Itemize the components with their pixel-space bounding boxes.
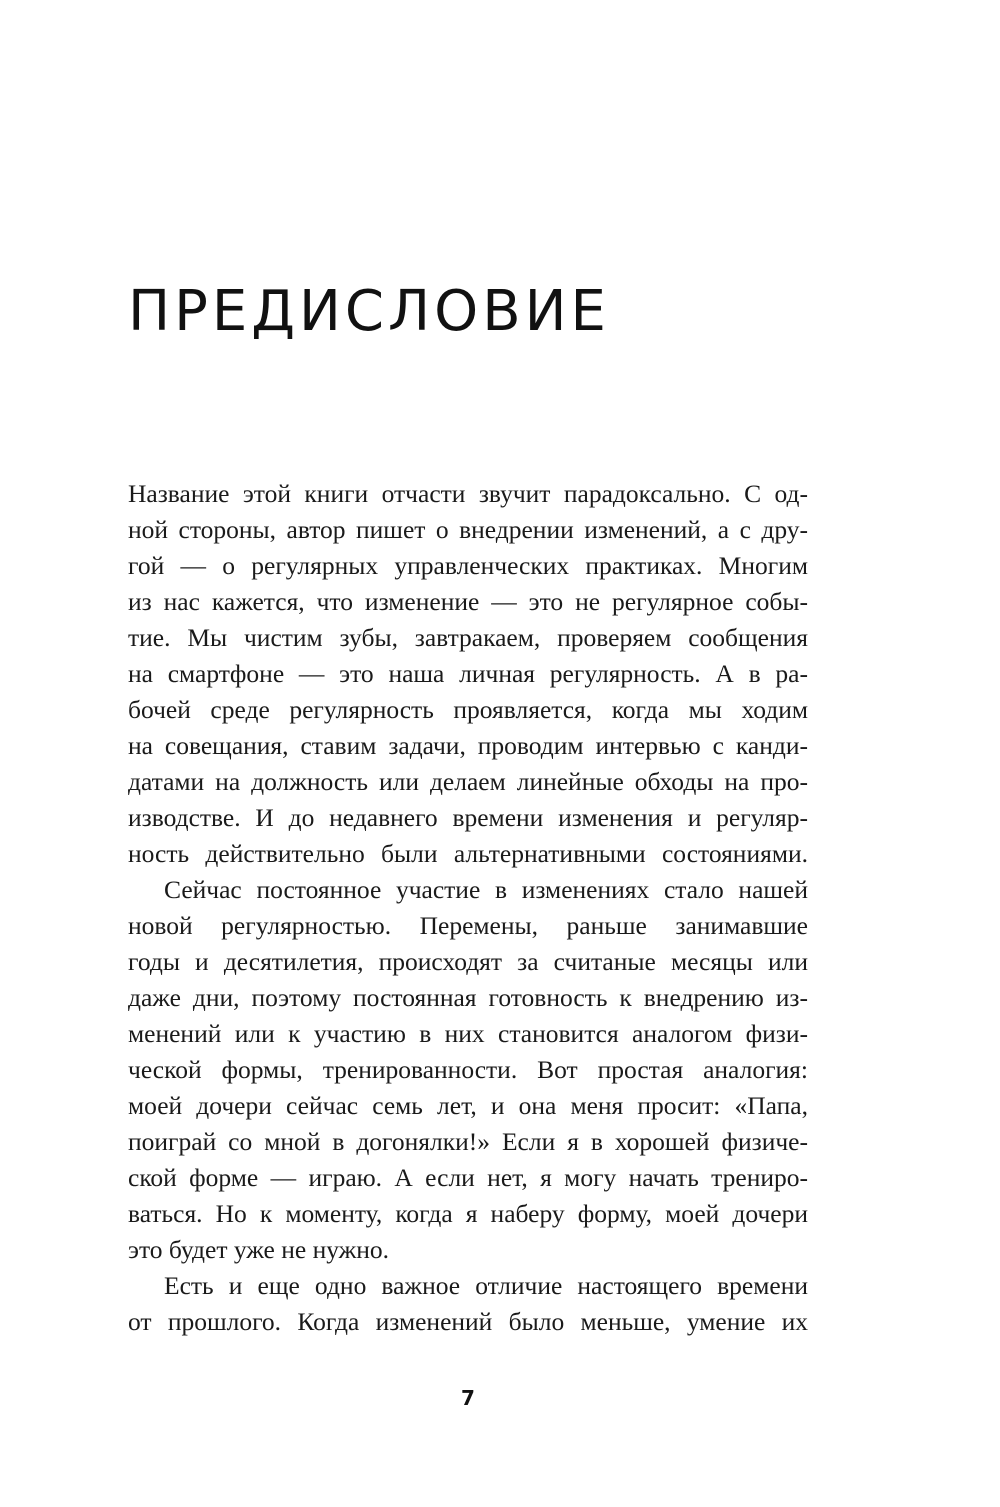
text-line: новой регулярностью. Перемены, раньше занимавшие: [128, 911, 808, 940]
text-line: на смартфоне — это наша личная регулярность. А в ра-: [128, 659, 808, 688]
text-line: на совещания, ставим задачи, проводим интервью с канди-: [128, 731, 808, 760]
text-line: Сейчас постоянное участие в изменениях стало нашей: [164, 875, 808, 904]
text-line: это будет уже не нужно.: [128, 1235, 390, 1264]
text-line: от прошлого. Когда изменений было меньше, умение их: [128, 1307, 808, 1336]
text-line: ской форме — играю. А если нет, я могу начать трениро-: [128, 1163, 808, 1192]
text-line: моей дочери сейчас семь лет, и она меня просит: «Папа,: [128, 1091, 808, 1120]
text-line: ность действительно были альтернативными состояниями.: [128, 839, 808, 868]
text-line: годы и десятилетия, происходят за считаные месяцы или: [128, 947, 808, 976]
text-line: даже дни, поэтому постоянная готовность к внедрению из-: [128, 983, 808, 1012]
page-number: 7: [461, 1386, 475, 1410]
chapter-title: ПРЕДИСЛОВИЕ: [128, 279, 610, 344]
text-line: Название этой книги отчасти звучит парадоксально. С од-: [128, 479, 808, 508]
text-line: ческой формы, тренированности. Вот простая аналогия:: [128, 1055, 808, 1084]
text-line: тие. Мы чистим зубы, завтракаем, проверяем сообщения: [128, 623, 808, 652]
text-line: бочей среде регулярность проявляется, когда мы ходим: [128, 695, 808, 724]
text-line: из нас кажется, что изменение — это не регулярное собы-: [128, 587, 808, 616]
text-line: ной стороны, автор пишет о внедрении изменений, а с дру-: [128, 515, 808, 544]
text-line: поиграй со мной в догонялки!» Если я в хорошей физиче-: [128, 1127, 808, 1156]
text-line: гой — о регулярных управленческих практиках. Многим: [128, 551, 808, 580]
body-text: [128, 476, 808, 1340]
text-line: датами на должность или делаем линейные обходы на про-: [128, 767, 808, 796]
text-line: ваться. Но к моменту, когда я наберу форму, моей дочери: [128, 1199, 808, 1228]
text-line: менений или к участию в них становится аналогом физи-: [128, 1019, 808, 1048]
text-line: изводстве. И до недавнего времени изменения и регуляр-: [128, 803, 808, 832]
text-line: Есть и еще одно важное отличие настоящего времени: [164, 1271, 808, 1300]
